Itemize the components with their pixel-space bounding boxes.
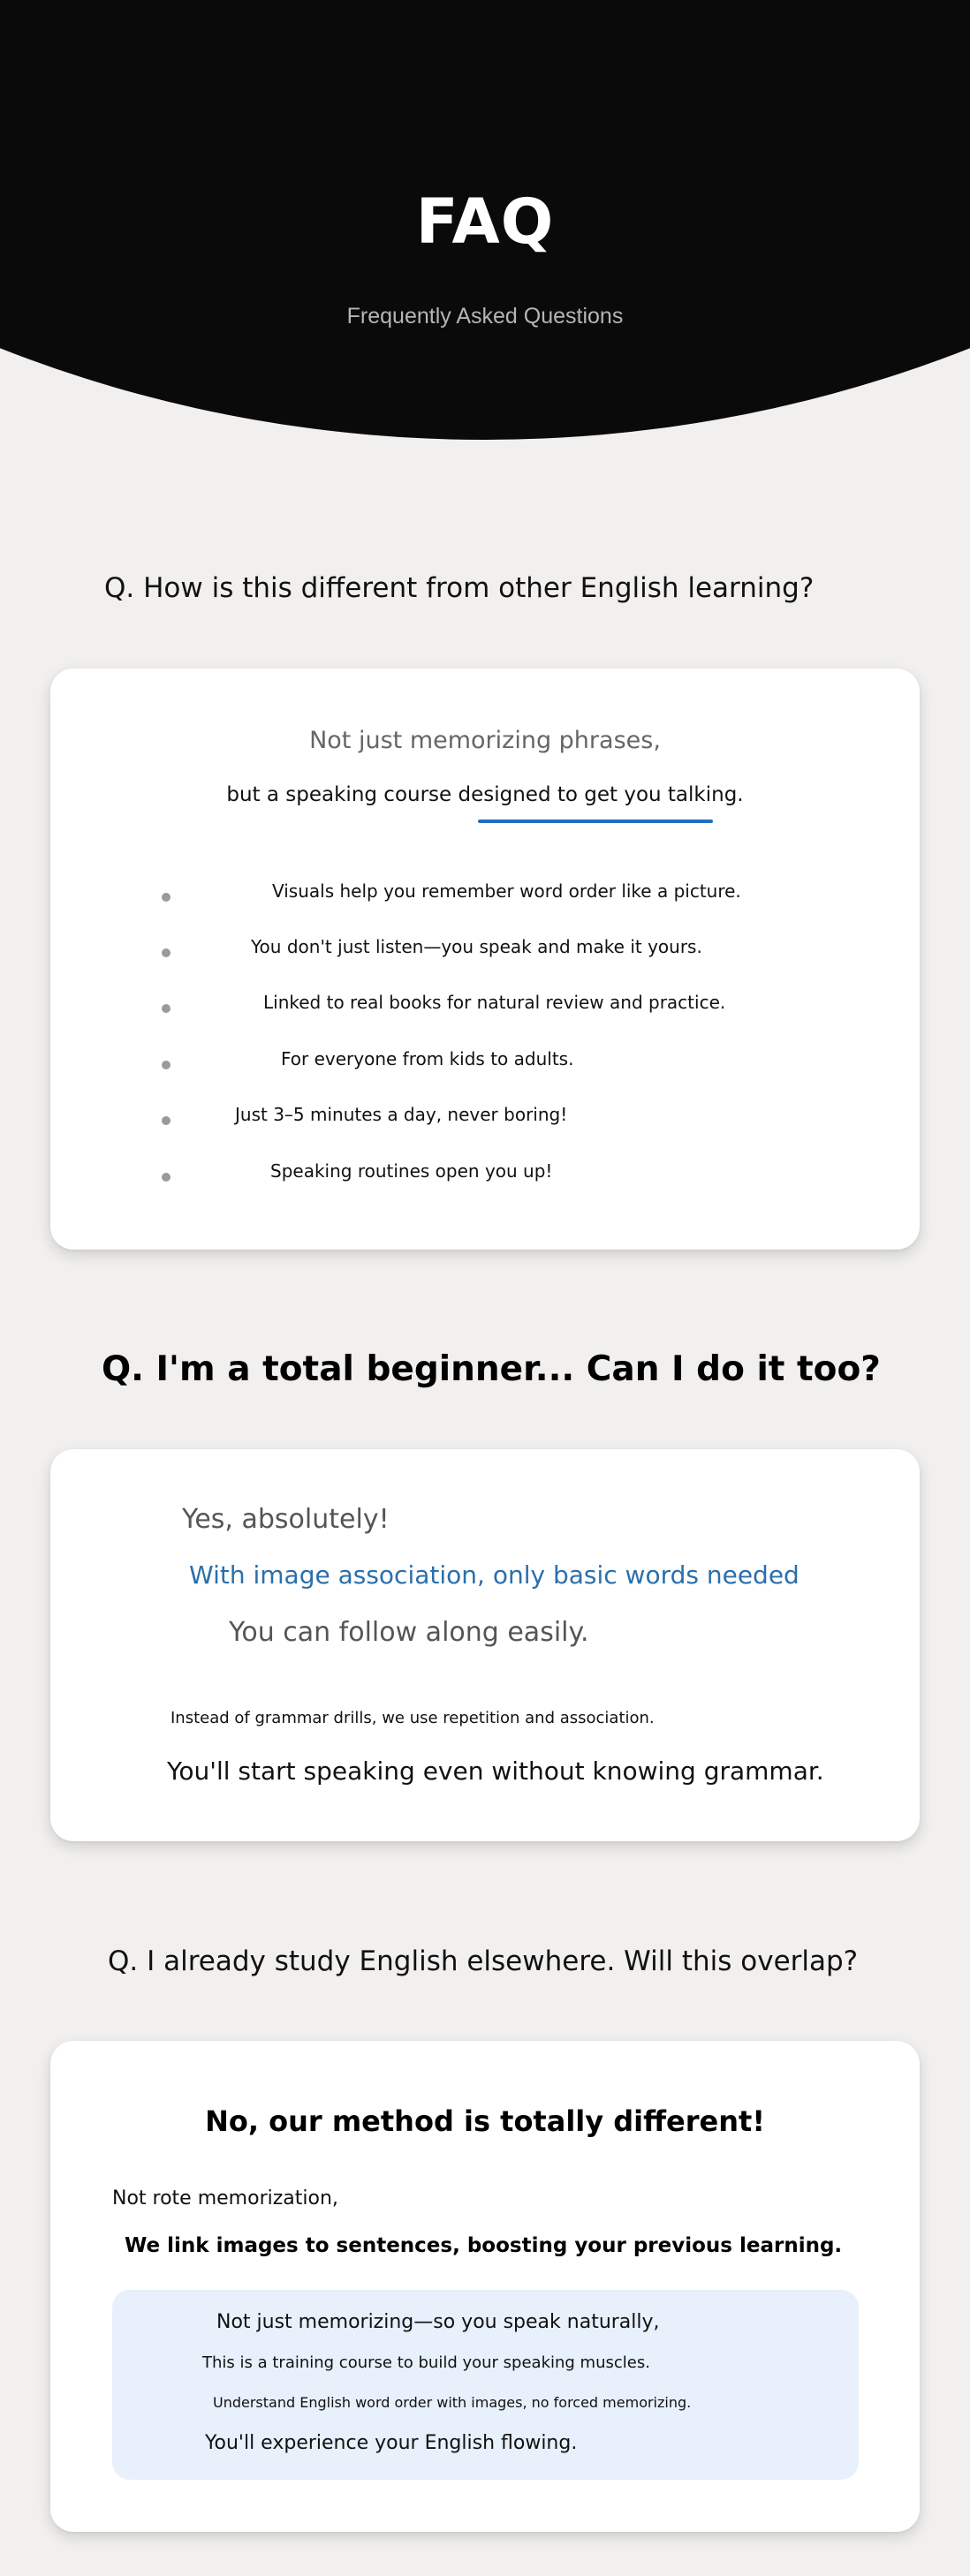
answer-lead-text: Not just memorizing phrases, — [309, 727, 661, 754]
answer-closing-text: You'll start speaking even without knowing grammar. — [167, 1756, 824, 1786]
faq-answer-card-2 — [50, 1449, 920, 1841]
answer-follow-text: You can follow along easily. — [229, 1617, 589, 1648]
info-box-line-1: Not just memorizing—so you speak naturally, — [216, 2311, 660, 2333]
answer-title: No, our method is totally different! — [205, 2104, 765, 2138]
list-item-text: Visuals help you remember word order like a picture. — [272, 880, 741, 902]
bullet-icon — [162, 1061, 171, 1069]
hero-section — [0, 0, 970, 442]
info-box-line-2: This is a training course to build your speaking muscles. — [202, 2353, 650, 2372]
bullet-icon — [162, 893, 171, 902]
bullet-icon — [162, 1173, 171, 1182]
answer-bold-text: We link images to sentences, boosting your previous learning. — [125, 2234, 843, 2257]
list-item-text: For everyone from kids to adults. — [281, 1048, 574, 1069]
list-item-text: Just 3–5 minutes a day, never boring! — [235, 1104, 568, 1125]
faq-answer-card-3 — [50, 2041, 920, 2532]
page-title: FAQ — [415, 185, 555, 258]
faq-answer-card-1 — [50, 669, 920, 1250]
list-item-text: Speaking routines open you up! — [270, 1160, 553, 1182]
faq-question-1: Q. How is this different from other English learning? — [104, 572, 815, 604]
list-item-text: You don't just listen—you speak and make it yours. — [251, 936, 702, 957]
bullet-icon — [162, 1116, 171, 1125]
answer-highlight-text: With image association, only basic words needed — [189, 1560, 799, 1590]
bullet-icon — [162, 1004, 171, 1013]
list-item-text: Linked to real books for natural review and practice. — [263, 992, 726, 1013]
info-box — [112, 2290, 859, 2480]
faq-question-2: Q. I'm a total beginner... Can I do it too? — [102, 1349, 881, 1389]
faq-question-3: Q. I already study English elsewhere. Will this overlap? — [108, 1945, 859, 1977]
answer-note-text: Instead of grammar drills, we use repetition and association. — [171, 1709, 655, 1727]
answer-strong-text: but a speaking course designed to get you talking. — [226, 783, 744, 806]
bullet-icon — [162, 948, 171, 957]
answer-yes-text: Yes, absolutely! — [182, 1504, 390, 1535]
highlight-underline — [478, 820, 713, 823]
info-box-line-3: Understand English word order with images, no forced memorizing. — [213, 2394, 692, 2411]
info-box-line-4: You'll experience your English flowing. — [205, 2432, 578, 2454]
answer-line-text: Not rote memorization, — [112, 2187, 338, 2210]
page-subtitle: Frequently Asked Questions — [346, 304, 624, 329]
